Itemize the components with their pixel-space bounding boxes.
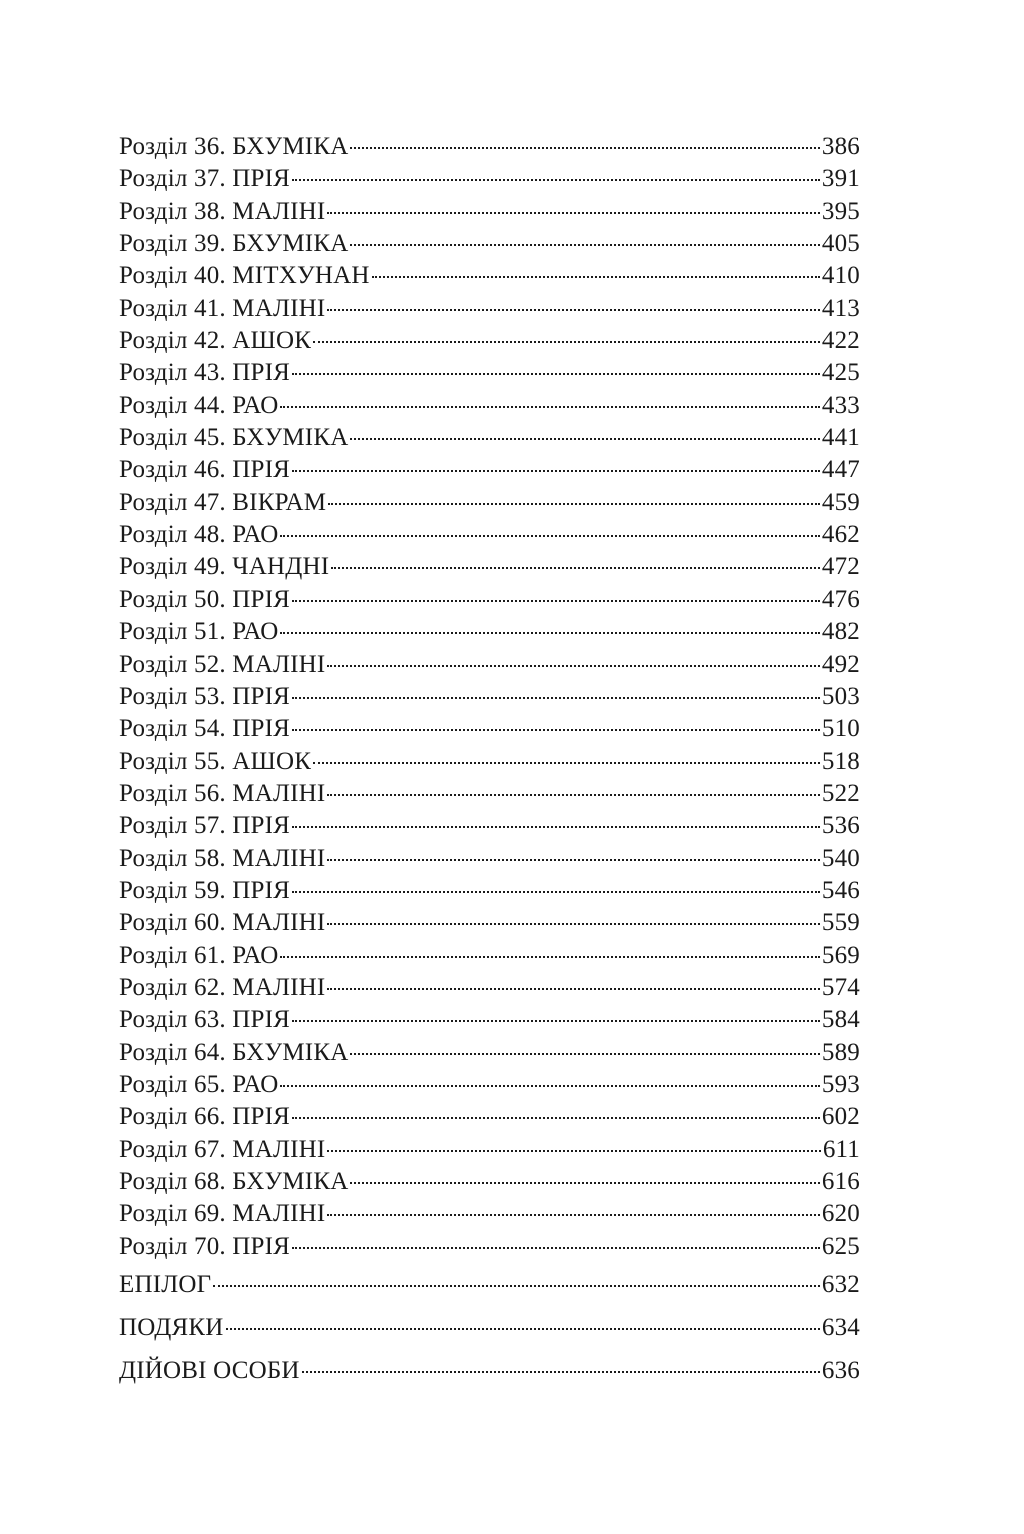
toc-entry-title: Розділ 57. ПРІЯ	[119, 812, 291, 840]
toc-entry-page-number: 536	[821, 812, 860, 840]
dot-leader	[292, 470, 820, 472]
toc-entry-page-number: 522	[821, 779, 860, 807]
toc-entry-page-number: 472	[821, 553, 860, 581]
toc-chapter-entry	[119, 325, 860, 357]
dot-leader	[292, 179, 820, 181]
toc-chapter-entry	[119, 584, 860, 616]
dot-leader	[313, 341, 820, 343]
toc-entry-page-number: 602	[821, 1103, 860, 1131]
toc-entry-title: Розділ 55. АШОК	[119, 747, 312, 775]
toc-entry-title: Розділ 60. МАЛІНІ	[119, 909, 326, 937]
toc-entry-title: ДІЙОВІ ОСОБИ	[119, 1357, 300, 1385]
table-of-contents	[119, 131, 860, 1392]
toc-entry-title: Розділ 36. БХУМІКА	[119, 133, 349, 160]
toc-entry-title: Розділ 70. ПРІЯ	[119, 1232, 291, 1260]
toc-entry-page-number: 410	[821, 262, 860, 290]
dot-leader	[280, 406, 819, 408]
toc-chapter-entry	[119, 163, 860, 195]
toc-chapter-entry	[119, 1134, 860, 1166]
toc-entry-title: Розділ 37. ПРІЯ	[119, 165, 291, 193]
dot-leader	[350, 1053, 819, 1055]
dot-leader	[350, 147, 819, 149]
toc-entry-page-number: 510	[821, 715, 860, 743]
toc-chapter-entry	[119, 228, 860, 260]
dot-leader	[327, 988, 819, 990]
toc-entry-page-number: 632	[821, 1271, 860, 1299]
dot-leader	[292, 697, 820, 699]
toc-chapter-entry	[119, 649, 860, 681]
toc-entry-page-number: 422	[821, 327, 860, 355]
dot-leader	[292, 729, 820, 731]
dot-leader	[313, 762, 820, 764]
dot-leader	[327, 309, 819, 311]
toc-chapter-entry	[119, 713, 860, 745]
dot-leader	[292, 891, 820, 893]
toc-entry-page-number: 433	[821, 391, 860, 419]
toc-entry-title: Розділ 41. МАЛІНІ	[119, 294, 326, 322]
toc-entry-title: Розділ 52. МАЛІНІ	[119, 650, 326, 678]
toc-entry-title: Розділ 58. МАЛІНІ	[119, 844, 326, 872]
dot-leader	[350, 1182, 819, 1184]
toc-chapter-entry	[119, 810, 860, 842]
dot-leader	[327, 794, 819, 796]
toc-entry-title: Розділ 39. БХУМІКА	[119, 230, 349, 258]
toc-entry-page-number: 441	[821, 424, 860, 452]
toc-entry-title: Розділ 62. МАЛІНІ	[119, 973, 326, 1001]
toc-chapter-entry	[119, 357, 860, 389]
toc-entry-page-number: 395	[821, 197, 860, 225]
dot-leader	[350, 244, 819, 246]
toc-entry-title: Розділ 68. БХУМІКА	[119, 1168, 349, 1195]
toc-entry-page-number: 569	[821, 941, 860, 969]
toc-entry-page-number: 574	[821, 973, 860, 1001]
dot-leader	[292, 826, 820, 828]
toc-chapter-entry	[119, 1198, 860, 1230]
toc-section-entry	[119, 1349, 860, 1392]
toc-entry-title: Розділ 40. МІТХУНАН	[119, 262, 370, 290]
dot-leader	[280, 535, 819, 537]
toc-entry-title: Розділ 61. РАО	[119, 941, 279, 969]
toc-entry-title: Розділ 69. МАЛІНІ	[119, 1200, 326, 1228]
toc-entry-page-number: 482	[821, 618, 860, 646]
toc-chapter-entry	[119, 843, 860, 875]
toc-entry-page-number: 425	[821, 359, 860, 387]
toc-entry-title: Розділ 64. БХУМІКА	[119, 1038, 349, 1066]
dot-leader	[327, 1214, 819, 1216]
dot-leader	[280, 1085, 819, 1087]
toc-entry-page-number: 405	[821, 230, 860, 258]
toc-entry-title: Розділ 49. ЧАНДНІ	[119, 553, 330, 581]
toc-chapter-entry	[119, 1101, 860, 1133]
dot-leader	[328, 503, 820, 505]
toc-entry-page-number: 616	[821, 1168, 860, 1195]
dot-leader	[327, 212, 819, 214]
toc-entry-title: Розділ 54. ПРІЯ	[119, 715, 291, 743]
toc-entry-page-number: 447	[821, 456, 860, 484]
dot-leader	[331, 567, 820, 569]
toc-chapter-entry	[119, 390, 860, 422]
toc-chapter-entry	[119, 131, 860, 163]
dot-leader	[280, 956, 819, 958]
toc-entry-page-number: 611	[822, 1135, 860, 1163]
toc-entry-page-number: 634	[821, 1314, 860, 1342]
toc-entry-page-number: 476	[821, 585, 860, 613]
toc-entry-title: ЕПІЛОГ	[119, 1271, 212, 1299]
dot-leader	[292, 600, 820, 602]
toc-chapter-entry	[119, 551, 860, 583]
toc-chapter-entry	[119, 487, 860, 519]
dot-leader	[280, 632, 819, 634]
dot-leader	[292, 1247, 820, 1249]
toc-chapter-entry	[119, 1231, 860, 1263]
toc-entry-title: Розділ 67. МАЛІНІ	[119, 1135, 326, 1163]
toc-chapter-entry	[119, 260, 860, 292]
dot-leader	[372, 276, 820, 278]
toc-entry-title: Розділ 44. РАО	[119, 391, 279, 419]
toc-chapter-entry	[119, 746, 860, 778]
dot-leader	[350, 438, 819, 440]
toc-section-entry	[119, 1306, 860, 1349]
dot-leader	[327, 923, 819, 925]
toc-entry-title: Розділ 42. АШОК	[119, 327, 312, 355]
toc-entry-page-number: 589	[821, 1038, 860, 1066]
toc-entry-title: Розділ 45. БХУМІКА	[119, 424, 349, 452]
toc-chapter-entry	[119, 972, 860, 1004]
toc-entry-page-number: 462	[821, 521, 860, 549]
toc-chapter-entry	[119, 875, 860, 907]
toc-chapter-entry	[119, 778, 860, 810]
toc-entry-title: Розділ 43. ПРІЯ	[119, 359, 291, 387]
toc-entry-page-number: 386	[821, 133, 860, 160]
dot-leader	[327, 665, 819, 667]
toc-entry-title: Розділ 63. ПРІЯ	[119, 1006, 291, 1034]
toc-chapter-entry	[119, 1166, 860, 1198]
toc-chapter-entry	[119, 907, 860, 939]
toc-chapter-entry	[119, 422, 860, 454]
toc-chapter-entry	[119, 196, 860, 228]
toc-entry-title: Розділ 66. ПРІЯ	[119, 1103, 291, 1131]
toc-entry-title: Розділ 65. РАО	[119, 1070, 279, 1098]
toc-entry-page-number: 413	[821, 294, 860, 322]
toc-entry-page-number: 540	[821, 844, 860, 872]
toc-chapter-entry	[119, 454, 860, 486]
toc-chapter-entry	[119, 519, 860, 551]
toc-chapter-entry	[119, 681, 860, 713]
toc-entry-page-number: 391	[821, 165, 860, 193]
toc-entry-page-number: 559	[821, 909, 860, 937]
toc-entry-page-number: 593	[821, 1070, 860, 1098]
dot-leader	[213, 1285, 820, 1287]
toc-entry-page-number: 584	[821, 1006, 860, 1034]
toc-entry-title: Розділ 46. ПРІЯ	[119, 456, 291, 484]
toc-entry-page-number: 492	[821, 650, 860, 678]
toc-entry-title: Розділ 53. ПРІЯ	[119, 682, 291, 710]
toc-entry-page-number: 518	[821, 747, 860, 775]
toc-chapter-entry	[119, 1069, 860, 1101]
toc-section-entry	[119, 1263, 860, 1306]
toc-entry-title: Розділ 51. РАО	[119, 618, 279, 646]
toc-entry-page-number: 625	[821, 1232, 860, 1260]
dot-leader	[226, 1328, 820, 1330]
toc-entry-page-number: 546	[821, 876, 860, 904]
dot-leader	[292, 1117, 820, 1119]
toc-chapter-entry	[119, 940, 860, 972]
dot-leader	[327, 1150, 820, 1152]
toc-entry-title: Розділ 38. МАЛІНІ	[119, 197, 326, 225]
toc-entry-title: Розділ 56. МАЛІНІ	[119, 779, 326, 807]
toc-entry-page-number: 636	[821, 1357, 860, 1385]
dot-leader	[327, 859, 819, 861]
toc-entry-title: Розділ 48. РАО	[119, 521, 279, 549]
toc-entry-page-number: 459	[821, 488, 860, 516]
toc-chapter-entry	[119, 616, 860, 648]
toc-chapter-entry	[119, 1004, 860, 1036]
toc-entry-page-number: 620	[821, 1200, 860, 1228]
toc-entry-title: Розділ 47. ВІКРАМ	[119, 488, 327, 516]
dot-leader	[292, 373, 820, 375]
dot-leader	[292, 1020, 820, 1022]
toc-entry-title: Розділ 59. ПРІЯ	[119, 876, 291, 904]
toc-chapter-entry	[119, 293, 860, 325]
toc-entry-title: Розділ 50. ПРІЯ	[119, 585, 291, 613]
toc-chapter-entry	[119, 1037, 860, 1069]
dot-leader	[302, 1371, 820, 1373]
toc-entry-title: ПОДЯКИ	[119, 1314, 224, 1342]
toc-entry-page-number: 503	[821, 682, 860, 710]
